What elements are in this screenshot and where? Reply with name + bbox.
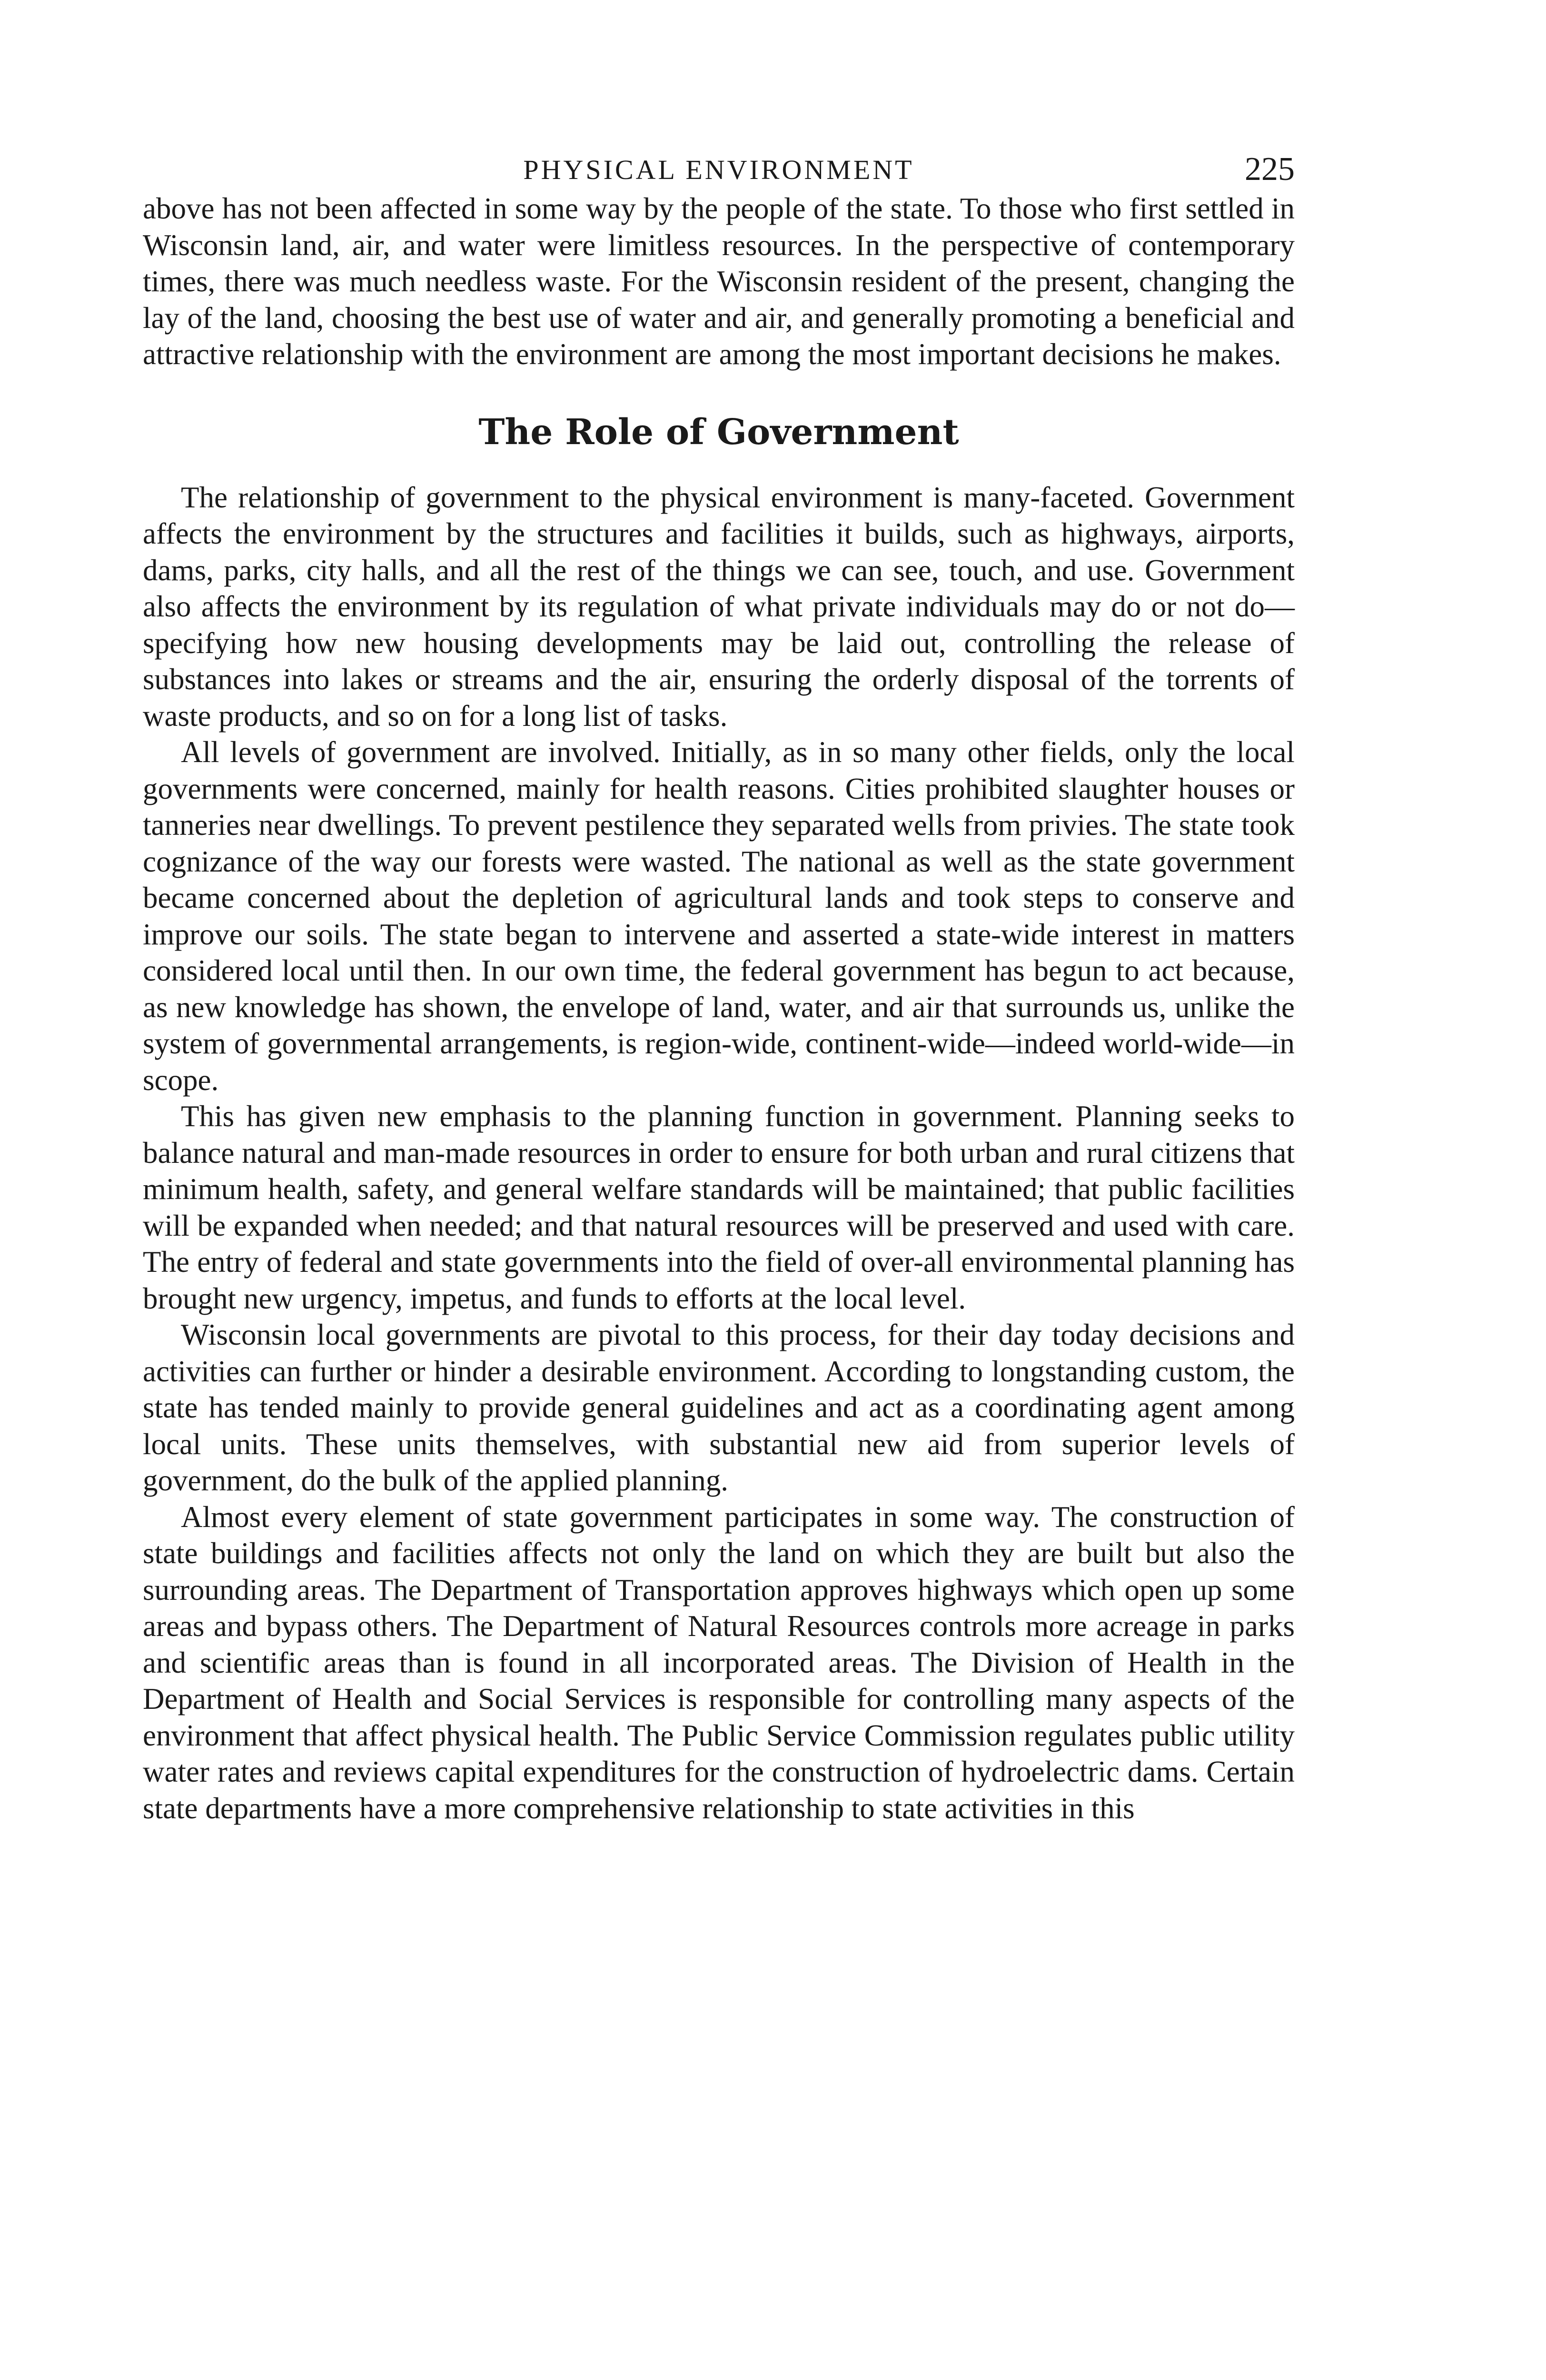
paragraph: This has given new emphasis to the planning function in government. Planning seeks to balance natural and man-made resources in order to ensure for both urban and rural citizens that minimum health, safety, and general welfare standards will be maintained; that public facilities will be expanded when needed; and that natural resources will be preserved and used with care. The entry of federal and state governments into the field of over-all environmental planning has brought new urgency, impetus, and funds to efforts at the local level.: [143, 1100, 1295, 1315]
document-page: [143, 143, 1295, 1826]
section-heading: The Role of Government: [478, 411, 959, 453]
paragraph: The relationship of government to the physical environment is many-faceted. Government affects the environment by the structures and facilities it builds, such as highways, airports, dams, parks, city halls, and all the rest of the things we can see, touch, and use. Government also affects the environment by its regulation of what private individuals may do or not do—specifying how new housing developments may be laid out, controlling the release of substances into lakes or streams and the air, ensuring the orderly disposal of the torrents of waste products, and so on for a long list of tasks.: [143, 480, 1295, 733]
body-text: [143, 190, 1295, 1826]
paragraph: Almost every element of state government participates in some way. The construction of state buildings and facilities affects not only the land on which they are built but also the surrounding areas. The Department of Transportation approves highways which open up some areas and bypass others. The Department of Natural Resources controls more acreage in parks and scientific areas than is found in all incorporated areas. The Division of Health in the Department of Health and Social Services is responsible for controlling many aspects of the environment that affect physical health. The Public Service Commission regulates public utility water rates and reviews capital expenditures for the construction of hydroelectric dams. Certain state departments have a more comprehensive relationship to state activities in this: [143, 1500, 1295, 1825]
running-header: [143, 143, 1295, 190]
paragraph: All levels of government are involved. Initially, as in so many other fields, only the local governments were concerned, mainly for health reasons. Cities prohibited slaughter houses or tanneries near dwellings. To prevent pestilence they separated wells from privies. The state took cognizance of the way our forests were wasted. The national as well as the state government became concerned about the depletion of agricultural lands and took steps to conserve and improve our soils. The state began to intervene and asserted a state-wide interest in matters considered local until then. In our own time, the federal government has begun to act because, as new knowledge has shown, the envelope of land, water, and air that surrounds us, unlike the system of governmental arrangements, is region-wide, continent-wide—indeed world-wide—in scope.: [143, 735, 1295, 1097]
paragraph: Wisconsin local governments are pivotal to this process, for their day today decisions and activities can further or hinder a desirable environment. According to longstanding custom, the state has tended mainly to provide general guidelines and act as a coordinating agent among local units. These units themselves, with substantial new aid from superior levels of government, do the bulk of the applied planning.: [143, 1318, 1295, 1497]
opening-paragraph: above has not been affected in some way by the people of the state. To those who first settled in Wisconsin land, air, and water were limitless resources. In the perspective of contemporary times, there was much needless waste. For the Wisconsin resident of the present, changing the lay of the land, choosing the best use of water and air, and generally promoting a beneficial and attractive relationship with the environment are among the most important decisions he makes.: [143, 192, 1295, 371]
page-number: 225: [1245, 151, 1295, 188]
running-title: PHYSICAL ENVIRONMENT: [523, 154, 914, 185]
